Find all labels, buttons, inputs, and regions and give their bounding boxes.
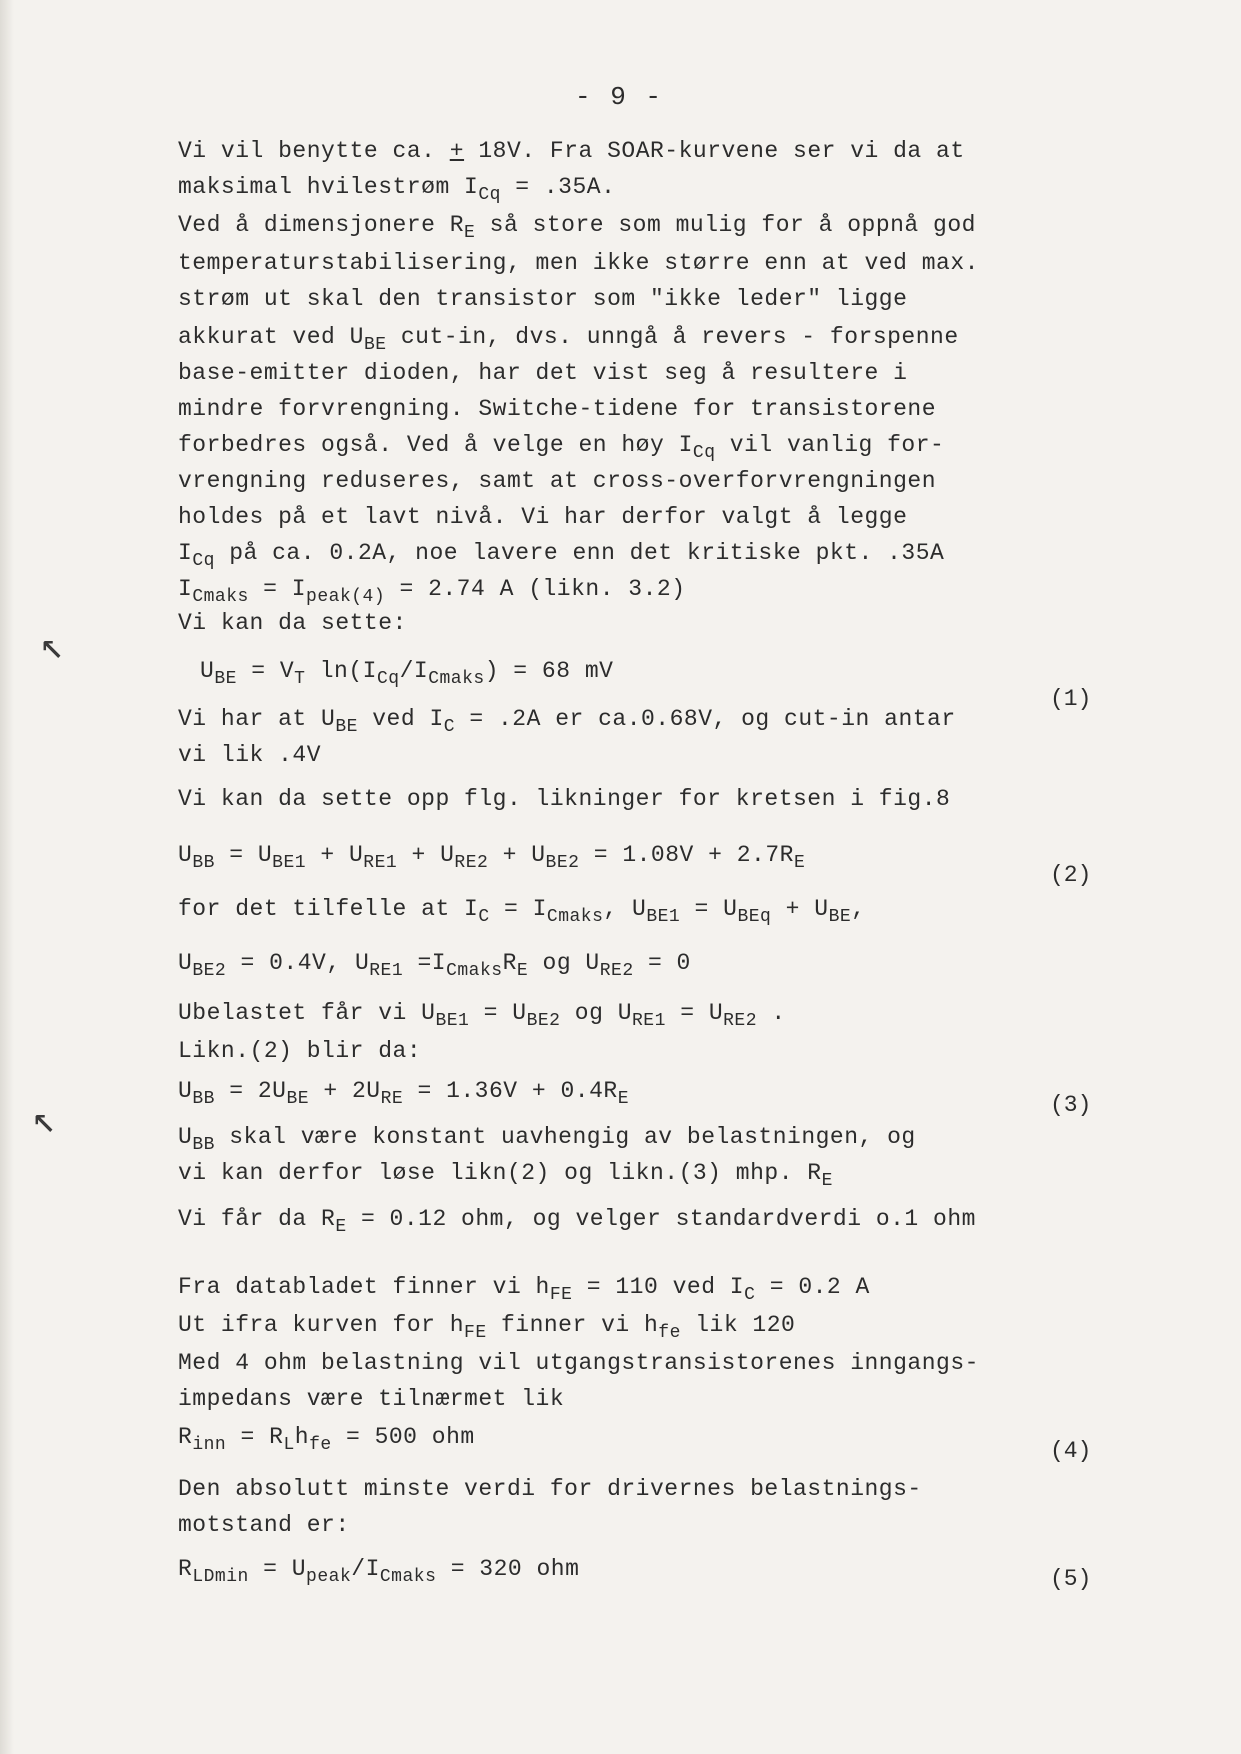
text-line: Vi vil benytte ca. + 18V. Fra SOAR-kurvene ser vi da at: [178, 138, 965, 164]
text-line: $U_{BB} = U_{BE1} + U_{RE1} + U_{RE2} + U_{BE2} = 1.08V + 2.7R_E$: [178, 842, 806, 873]
text-line: base-emitter dioden, har det vist seg å resultere i: [178, 360, 908, 386]
text-line: impedans være tilnærmet lik: [178, 1386, 565, 1412]
text-line: forbedres også. Ved å velge en høy $I_{Cq}$ vil vanlig for-: [178, 432, 945, 463]
scan-edge-shadow: [0, 0, 14, 1754]
margin-hook-mark-icon: ↖: [32, 1100, 57, 1145]
equation-number: (5): [1050, 1566, 1092, 1592]
text-line: Vi får da $R_E = 0.12$ ohm, og velger standardverdi o.1 ohm: [178, 1206, 976, 1237]
text-line: $U_{BE2} = 0.4V$, $U_{RE1} =I_{Cmaks}R_E$ og $U_{RE2} = 0$: [178, 950, 691, 981]
equation-number: (4): [1050, 1438, 1092, 1464]
text-line: Ubelastet får vi $U_{BE1} = U_{BE2}$ og $U_{RE1} = U_{RE2}$ .: [178, 1000, 786, 1031]
page-number: - 9 -: [575, 82, 664, 112]
margin-hook-mark-icon: ↖: [40, 626, 65, 671]
text-line: Ved å dimensjonere $R_E$ så store som mulig for å oppnå god: [178, 212, 976, 243]
equation-number: (3): [1050, 1092, 1092, 1118]
text-line: motstand er:: [178, 1512, 350, 1538]
text-line: akkurat ved $U_{BE}$ cut-in, dvs. unngå å revers - forspenne: [178, 324, 959, 355]
text-line: vi lik .4V: [178, 742, 322, 768]
text-line: Med 4 ohm belastning vil utgangstransistorenes inngangs-: [178, 1350, 979, 1376]
text-line: maksimal hvilestrøm $I_{Cq} = .35A$.: [178, 174, 616, 205]
text-line: $U_{BB}$ skal være konstant uavhengig av belastningen, og: [178, 1124, 916, 1155]
text-line: $R_{LDmin} = U_{peak}/I_{Cmaks} = 320$ ohm: [178, 1556, 580, 1587]
text-line: Den absolutt minste verdi for drivernes belastnings-: [178, 1476, 922, 1502]
text-line: vrengning reduseres, samt at cross-overforvrengningen: [178, 468, 937, 494]
text-line: vi kan derfor løse likn(2) og likn.(3) mhp. $R_E$: [178, 1160, 833, 1191]
text-line: $U_{BB} = 2U_{BE} + 2U_{RE} = 1.36V + 0.4R_E$: [178, 1078, 630, 1109]
text-line: $I_{Cq}$ på ca. 0.2A, noe lavere enn det kritiske pkt. .35A: [178, 540, 945, 571]
text-line: $R_{inn} = R_Lh_{fe} = 500$ ohm: [178, 1424, 475, 1455]
equation-number: (1): [1050, 686, 1092, 712]
text-line: temperaturstabilisering, men ikke større enn at ved max.: [178, 250, 979, 276]
text-line: Likn.(2) blir da:: [178, 1038, 422, 1064]
text-line: holdes på et lavt nivå. Vi har derfor valgt å legge: [178, 504, 908, 530]
text-line: Vi kan da sette opp flg. likninger for kretsen i fig.8: [178, 786, 951, 812]
text-line: strøm ut skal den transistor som "ikke leder" ligge: [178, 286, 908, 312]
text-line: for det tilfelle at $I_C = I_{Cmaks}$, $U_{BE1} = U_{BEq} + U_{BE}$,: [178, 896, 866, 927]
text-line: Ut ifra kurven for $h_{FE}$ finner vi $h_{fe}$ lik 120: [178, 1312, 796, 1343]
equation-number: (2): [1050, 862, 1092, 888]
text-line: Vi har at $U_{BE}$ ved $I_C = .2A$ er ca.0.68V, og cut-in antar: [178, 706, 956, 737]
text-line: mindre forvrengning. Switche-tidene for transistorene: [178, 396, 937, 422]
text-line: Fra databladet finner vi $h_{FE} = 110$ ved $I_C = 0.2$ A: [178, 1274, 870, 1305]
text-line: Vi kan da sette:: [178, 610, 407, 636]
text-line: $U_{BE} = V_T$ $\ln(I_{Cq}/I_{Cmaks}) = 68$ mV: [200, 658, 614, 689]
text-line: $I_{Cmaks} = I_{peak(4)} = 2.74$ A (likn. 3.2): [178, 576, 686, 607]
